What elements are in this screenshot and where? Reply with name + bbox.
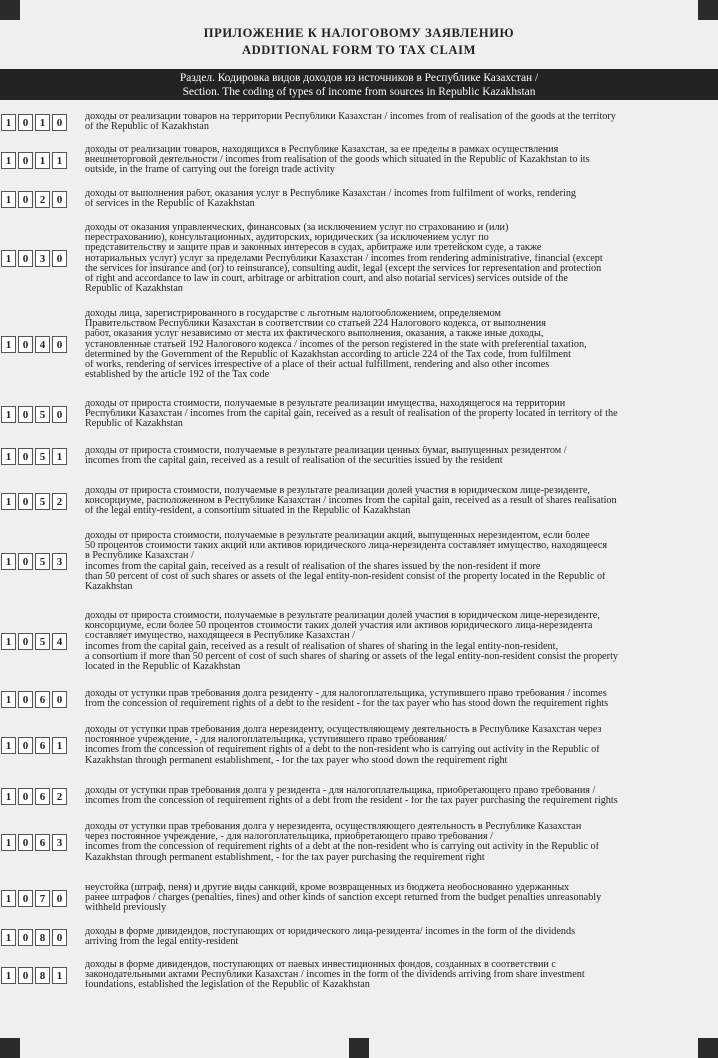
description-line: of works, rendering of services irrespective of a place of their actual fulfillment, rendering and also other incomes [85,360,550,371]
income-description [85,725,717,766]
description-line: доходы от уступки прав требования долга у нерезидента, осуществляющего деятельность в Республике Казахстан [85,822,582,832]
code-digit: 0 [52,191,67,208]
code-digit: 1 [52,967,67,984]
code-digit: 7 [35,890,50,907]
code-digit: 2 [35,191,50,208]
income-description [85,399,717,430]
income-description [85,223,717,294]
description-line: incomes from the capital gain, received as a result of realisation of shares of sharing in the legal entity-non-resident, [85,641,558,652]
description-line: outside, in the frame of carrying out the foreign trade activity [85,165,335,176]
description-line: Kazakhstan through permanent establishment, - for the tax payer who stood down the requirement right [85,755,508,766]
code-digit: 6 [35,834,50,851]
income-code-box [1,152,67,169]
code-digit: 6 [35,788,50,805]
income-description [85,309,717,380]
code-digit: 4 [35,336,50,353]
code-digit: 1 [1,250,16,267]
description-line: доходы от прироста стоимости, получаемые в результате реализации долей участия в юридическом лице-нерезиденте, [85,611,600,621]
code-digit: 0 [18,493,33,510]
code-digit: 0 [18,336,33,353]
code-digit: 1 [1,553,16,570]
description-line: incomes from the concession of requirement rights of a debt at the non-resident who is carrying out activity in the Republic of [85,842,600,853]
description-line: доходы от оказания управленческих, финансовых (за исключением услуг по страхованию и (или) [85,223,509,233]
description-line: established by the article 192 of the Tax code [85,370,270,381]
section-title-en: Section. The coding of types of income from sources in Republic Kazakhstan [182,86,536,98]
code-digit: 1 [1,737,16,754]
income-description [85,960,717,991]
description-line: Kazakhstan [85,582,133,593]
code-digit: 3 [35,250,50,267]
description-line: a consortium if more than 50 percent of cost of such shares of sharing or assets of the legal entity-non-resident consist the property [85,651,618,662]
description-line: 50 процентов стоимости таких акций или активов юридического лица-нерезидента составляет имущество, находящееся [85,541,608,552]
description-line: законодательными актами Республики Казахстан / incomes in the form of the dividends arriving from share investment [85,970,585,981]
description-line: доходы от уступки прав требования долга нерезиденту, осуществляющему деятельность в Республике Казахстан через [85,725,602,735]
code-digit: 1 [1,890,16,907]
description-line: доходы от прироста стоимости, получаемые в результате реализации ценных бумаг, выпущенных резидентом / [85,446,567,456]
description-line: Republic of Kazakhstan [85,284,183,295]
description-line: withheld previously [85,903,167,914]
description-line: составляет имущество, находящееся в Республике Казахстан / [85,631,356,642]
code-digit: 0 [52,691,67,708]
description-line: of right and accordance to law in court, arbitrage or arbitration court, and also notarial services) services outside of the [85,274,568,285]
code-digit: 5 [35,448,50,465]
code-digit: 1 [35,152,50,169]
description-line: доходы в форме дивидендов, поступающих от паевых инвестиционных фондов, созданных в соответствии с [85,960,556,970]
code-digit: 5 [35,406,50,423]
code-digit: 1 [1,691,16,708]
code-digit: 0 [18,448,33,465]
code-digit: 1 [52,152,67,169]
description-line: установленные статьей 192 Налогового кодекса / incomes of the person registered in the state with preferential taxation, [85,339,587,350]
description-line: консорциуме, если более 50 процентов стоимости таких долей участия или активов юридического лица-нерезидента [85,621,593,632]
description-line: доходы от выполнения работ, оказания услуг в Республике Казахстан / incomes from fulfilment of works, rendering [85,189,577,199]
description-line: Республики Казахстан / incomes from the capital gain, received as a result of realisation of the property located in territory of the [85,409,618,420]
description-line: внешнеторговой деятельности / incomes from realisation of the goods which situated in the Republic of Kazakhstan to its [85,155,590,166]
corner-mark-top-right [698,0,718,20]
description-line: the services for insurance and (or) to reinsurance), consulting audit, legal (except the services for representation and protection [85,263,602,274]
corner-mark-top-left [0,0,20,20]
code-digit: 1 [52,448,67,465]
code-digit: 0 [52,406,67,423]
code-digit: 0 [52,929,67,946]
code-digit: 1 [35,114,50,131]
code-digit: 0 [18,633,33,650]
income-code-box [1,448,67,465]
description-line: доходы от реализации товаров, находящихся в Республике Казахстан, за ее пределы в рамках осуществления [85,145,559,155]
description-line: Kazakhstan through permanent establishment, - for the tax payer purchasing the requirement right [85,852,485,863]
section-title-ru: Раздел. Кодировка видов доходов из источников в Республике Казахстан / [179,72,539,84]
income-code-box [1,691,67,708]
code-digit: 1 [1,493,16,510]
code-digit: 0 [18,152,33,169]
code-digit: 4 [52,633,67,650]
code-digit: 5 [35,633,50,650]
code-digit: 5 [35,493,50,510]
income-description [85,786,717,806]
income-code-box [1,890,67,907]
description-line: foundations, established the legislation of the Republic of Kazakhstan [85,980,370,991]
description-line: incomes from the capital gain, received as a result of realisation of the securities issued by the resident [85,456,503,467]
description-line: доходы от прироста стоимости, получаемые в результате реализации акций, выпущенных нерезидентом, если более [85,531,590,541]
code-digit: 0 [18,691,33,708]
income-description [85,145,717,176]
description-line: перестрахованию), консультационных, аудиторских, юридических (за исключением услуг по [85,233,489,244]
code-digit: 1 [1,448,16,465]
description-line: доходы в форме дивидендов, поступающих от юридического лица-резидента/ incomes in the form of the dividends [85,927,576,937]
income-code-box [1,406,67,423]
code-digit: 0 [18,406,33,423]
code-digit: 1 [1,834,16,851]
income-code-box [1,191,67,208]
income-code-box [1,114,67,131]
description-line: Republic of Kazakhstan [85,419,183,430]
description-line: работ, оказания услуг независимо от места их фактического выполнения, оказания, а также иные доходы, [85,329,544,340]
description-line: of services in the Republic of Kazakhstan [85,199,255,210]
code-digit: 0 [52,336,67,353]
description-line: arriving from the legal entity-resident [85,937,239,948]
code-digit: 0 [18,737,33,754]
description-line: Правительством Республики Казахстан в соответствии со статьей 224 Налогового кодекса, от выполнения [85,319,546,330]
description-line: доходы от реализации товаров на территории Республики Казахстан / incomes from of realisation of the goods at the territory [85,112,616,122]
description-line: ранее штрафов / charges (penalties, fines) and other kinds of sanction except returned from the budget penalties unreasonably [85,893,602,904]
code-digit: 3 [52,553,67,570]
description-line: incomes from the capital gain, received as a result of realisation of the shares issued by the non-resident if more [85,561,541,572]
code-digit: 0 [18,890,33,907]
code-digit: 1 [1,152,16,169]
code-digit: 2 [52,493,67,510]
description-line: в Республике Казахстан / [85,551,194,562]
code-digit: 3 [52,834,67,851]
income-code-box [1,633,67,650]
code-digit: 1 [52,737,67,754]
code-digit: 5 [35,553,50,570]
section-header [0,69,718,100]
description-line: доходы лица, зарегистрированного в государстве с льготным налогообложением, определяемом [85,309,501,319]
income-description [85,112,717,132]
code-digit: 0 [18,191,33,208]
description-line: доходы от уступки прав требования долга резиденту - для налогоплательщика, уступившего право требования / incomes [85,689,607,699]
code-digit: 1 [1,633,16,650]
form-title-en: ADDITIONAL FORM TO TAX CLAIM [242,43,476,57]
code-digit: 8 [35,967,50,984]
income-description [85,883,717,914]
code-digit: 0 [18,834,33,851]
code-digit: 1 [1,336,16,353]
code-digit: 0 [18,788,33,805]
code-digit: 0 [18,553,33,570]
income-code-box [1,788,67,805]
corner-mark-bottom-left [0,1038,20,1058]
description-line: located in the Republic of Kazakhstan [85,662,241,673]
code-digit: 0 [18,929,33,946]
description-line: доходы от прироста стоимости, получаемые в результате реализации имущества, находящегося на территории [85,399,566,409]
code-digit: 1 [1,406,16,423]
income-description [85,689,717,709]
income-description [85,446,717,466]
code-digit: 0 [52,114,67,131]
income-description [85,189,717,209]
code-digit: 2 [52,788,67,805]
code-digit: 1 [1,788,16,805]
code-digit: 1 [1,929,16,946]
corner-mark-bottom-middle [349,1038,369,1058]
code-digit: 1 [1,967,16,984]
income-code-box [1,553,67,570]
income-description [85,531,717,592]
description-line: постоянное учреждение, - для налогоплательщика, уступившего право требования/ [85,735,447,746]
code-digit: 6 [35,737,50,754]
description-line: нотариальных услуг) услуг за пределами Республики Казахстан / incomes from rendering administrative, financial (except [85,253,603,264]
description-line: than 50 percent of cost of such shares or assets of the legal entity-non-resident consist of the property located in the Republic of [85,571,606,582]
income-code-box [1,250,67,267]
description-line: неустойка (штраф, пеня) и другие виды санкций, кроме возвращенных из бюджета необоснованно удержанных [85,883,570,893]
description-line: of the Republic of Kazakhstan [85,122,209,133]
income-code-box [1,737,67,754]
code-digit: 0 [18,250,33,267]
form-title-ru: ПРИЛОЖЕНИЕ К НАЛОГОВОМУ ЗАЯВЛЕНИЮ [203,26,515,40]
description-line: incomes from the concession of requirement rights of a debt to the non-resident who is carrying out activity in the Republic of [85,745,600,756]
description-line: доходы от прироста стоимости, получаемые в результате реализации долей участия в юридическом лице-резиденте, [85,486,590,496]
income-code-box [1,929,67,946]
description-line: from the concession of requirement rights of a debt to the resident - for the tax payer who has stood down the requirement rights [85,699,609,710]
code-digit: 0 [18,114,33,131]
income-description [85,611,717,672]
description-line: determined by the Government of the Republic of Kazakhstan according to article 224 of the Tax code, from fulfilment [85,349,571,360]
description-line: incomes from the concession of requirement rights of a debt from the resident - for the tax payer purchasing the requirement rights [85,796,618,807]
description-line: доходы от уступки прав требования долга у резидента - для налогоплательщика, приобретающего право требования / [85,786,596,796]
code-digit: 0 [52,890,67,907]
code-digit: 1 [1,114,16,131]
income-code-box [1,834,67,851]
description-line: консорциуме, расположенном в Республике Казахстан / incomes from the capital gain, received as a result of shares realisation [85,496,617,507]
income-code-box [1,336,67,353]
income-code-box [1,967,67,984]
income-code-box [1,493,67,510]
corner-mark-bottom-right [698,1038,718,1058]
income-description [85,486,717,517]
code-digit: 1 [1,191,16,208]
description-line: через постоянное учреждение, - для налогоплательщика, приобретающего право требования / [85,832,493,843]
income-description [85,927,717,947]
code-digit: 6 [35,691,50,708]
description-line: представительству и защите прав и законных интересов в судах, арбитраже или третейском суде, а также [85,243,542,254]
code-digit: 8 [35,929,50,946]
income-description [85,822,717,863]
description-line: of the legal entity-resident, a consortium situated in the Republic of Kazakhstan [85,506,411,517]
code-digit: 0 [52,250,67,267]
code-digit: 0 [18,967,33,984]
